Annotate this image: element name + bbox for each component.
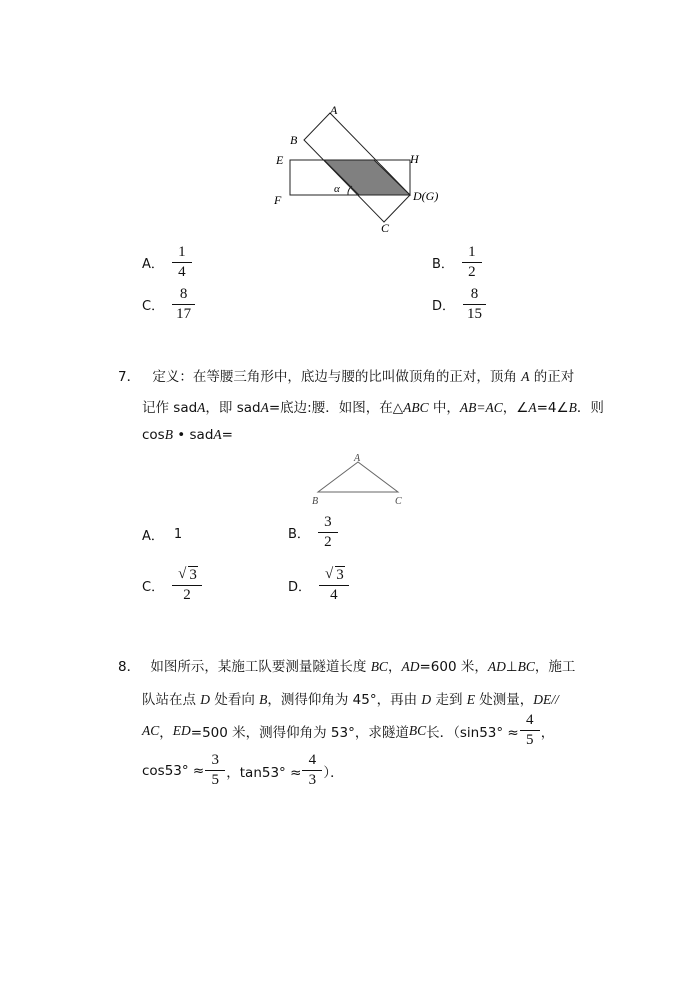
option-letter: A． — [142, 257, 164, 272]
label-A: A — [330, 103, 338, 117]
q8-line-3: AC ， ED =500 米，测得仰角为 53°，求隧道 BC 长．（sin53° ≈ $\frac{4}{5}$ ， — [142, 712, 555, 748]
option-letter: C． — [142, 299, 165, 314]
q7-line-2: 记作 sadA，即 sadA=底边:腰．如图，在△ABC 中，AB=AC，∠A=4∠B．则 — [142, 400, 604, 416]
q7-option-b[interactable]: B． $\frac{3}{2}$ — [288, 514, 336, 551]
fraction: $\frac{4}{5}$ — [522, 712, 538, 749]
q7-line-3: cosB • sadA= — [142, 427, 233, 443]
q7-option-d[interactable]: D． √ 3 4 — [288, 566, 347, 604]
q6-option-d[interactable] — [432, 286, 484, 323]
option-letter: B． — [432, 257, 454, 272]
triangle-label-C: C — [395, 496, 402, 507]
fraction: $\frac{1}{4}$ — [174, 244, 190, 281]
fraction: $\frac{3}{2}$ — [320, 514, 336, 551]
q6-option-b[interactable] — [432, 244, 480, 281]
label-B: B — [290, 133, 298, 147]
label-E: E — [276, 153, 284, 167]
fraction: $\frac{8}{15}$ — [465, 286, 484, 323]
q8-line-4: cos53° ≈ $\frac{3}{5}$ ，tan53° ≈ $\frac{4}{3}$ ）． — [142, 752, 344, 788]
fraction: $\frac{3}{5}$ — [207, 752, 223, 789]
sqrt-fraction: √ 3 4 — [321, 566, 347, 604]
q7-number: 7． — [118, 369, 141, 385]
label-C: C — [381, 221, 390, 235]
label-H: H — [410, 152, 419, 166]
figure-rectangle-parallelogram — [270, 100, 450, 240]
fraction: $\frac{1}{2}$ — [464, 244, 480, 281]
sqrt-fraction: √ 3 2 — [174, 566, 200, 604]
q8-line-1: 8． 如图所示，某施工队要测量隧道长度 BC，AD=600 米，AD⊥BC，施工 — [118, 659, 576, 675]
q8-line-2: 队站在点 D 处看向 B，测得仰角为 45°，再由 D 走到 E 处测量，DE// — [142, 692, 559, 708]
triangle-label-B: B — [312, 496, 319, 507]
label-DG: D(G) — [413, 189, 439, 203]
q6-option-c[interactable] — [142, 286, 193, 323]
label-F: F — [274, 193, 282, 207]
q7-option-a[interactable]: A． 1 — [142, 527, 183, 544]
q7-line-1: 7． 定义：在等腰三角形中，底边与腰的比叫做顶角的正对，顶角 A 的正对 — [118, 369, 575, 385]
triangle-abc — [318, 462, 398, 492]
option-letter: D． — [432, 299, 456, 314]
triangle-label-A: A — [354, 453, 361, 464]
figure-isosceles-triangle — [306, 452, 416, 510]
q7-option-c[interactable]: C． √ 3 2 — [142, 566, 200, 604]
q6-option-a[interactable] — [142, 244, 190, 281]
fraction: $\frac{4}{3}$ — [304, 752, 320, 789]
fraction: $\frac{8}{17}$ — [174, 286, 193, 323]
label-alpha: α — [334, 183, 340, 195]
q8-number: 8． — [118, 659, 141, 675]
